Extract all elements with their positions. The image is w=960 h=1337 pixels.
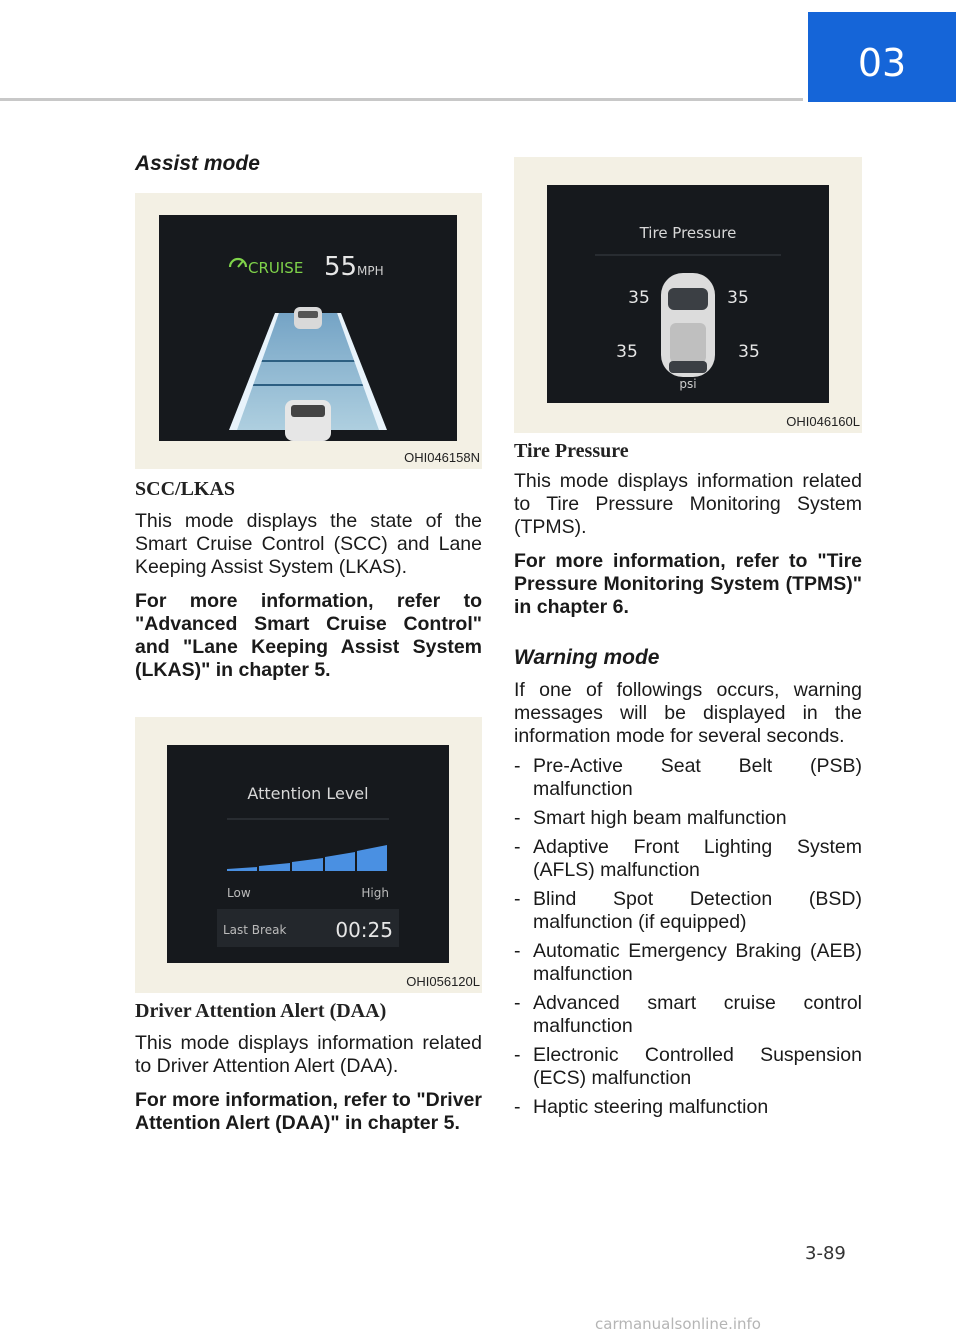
list-item: - Electronic Controlled Suspension (ECS) malfunction — [514, 1044, 862, 1089]
car-top-view-icon — [661, 273, 715, 377]
tire-pressure-reference: For more information, refer to "Tire Pressure Monitoring System (TPMS)" in chapter 6. — [514, 550, 862, 618]
figure-code: OHI046160L — [786, 414, 860, 429]
tire-front-left: 35 — [628, 288, 650, 308]
tire-pressure-display — [547, 185, 829, 403]
warning-list — [514, 755, 862, 1119]
list-item: - Advanced smart cruise control malfunction — [514, 992, 862, 1037]
scc-lkas-section — [135, 478, 482, 682]
cluster-screen — [167, 745, 449, 963]
assist-mode-title — [135, 152, 482, 176]
daa-section — [135, 1000, 482, 1135]
list-item: - Blind Spot Detection (BSD) malfunction (if equipped) — [514, 888, 862, 933]
scc-lkas-body: This mode displays the state of the Smart Cruise Control (SCC) and Lane Keeping Assist System (LKAS). — [135, 510, 482, 578]
watermark[interactable]: carmanualsonline.info — [595, 1315, 761, 1333]
attention-level-bar — [227, 845, 387, 871]
list-item: - Smart high beam malfunction — [514, 807, 787, 829]
warning-mode-body: If one of followings occurs, warning messages will be displayed in the information mode for several seconds. — [514, 679, 862, 747]
high-label: High — [361, 886, 389, 900]
tire-pressure-body: This mode displays information related to Tire Pressure Monitoring System (TPMS). — [514, 470, 862, 538]
chapter-number: 03 — [857, 41, 907, 85]
cluster-screen — [159, 215, 457, 441]
cruise-label: CRUISE — [248, 259, 304, 277]
attention-title: Attention Level — [247, 784, 369, 803]
figure-code: OHI056120L — [406, 974, 480, 989]
daa-figure — [135, 717, 482, 993]
list-item: - Haptic steering malfunction — [514, 1096, 769, 1118]
warning-mode-section — [514, 646, 862, 1125]
assist-mode-heading: Assist mode — [135, 152, 260, 175]
chapter-tab — [808, 12, 956, 102]
tire-rear-left: 35 — [616, 342, 638, 362]
attention-display — [167, 745, 449, 963]
lead-vehicle-icon — [294, 307, 322, 329]
low-label: Low — [227, 886, 251, 900]
scc-lkas-reference: For more information, refer to "Advanced Smart Cruise Control" and "Lane Keeping Assist System (LKAS)" in chapter 5. — [135, 590, 482, 681]
cruise-icon — [230, 259, 246, 267]
tire-front-right: 35 — [727, 288, 749, 308]
tire-rear-right: 35 — [738, 342, 760, 362]
page-number: 3-89 — [805, 1243, 846, 1264]
list-item: - Pre-Active Seat Belt (PSB) malfunction — [514, 755, 862, 800]
tire-unit: psi — [679, 377, 697, 391]
list-item: - Automatic Emergency Braking (AEB) malfunction — [514, 940, 862, 985]
own-vehicle-icon — [285, 400, 331, 441]
daa-reference: For more information, refer to "Driver Attention Alert (DAA)" in chapter 5. — [135, 1089, 482, 1134]
scc-lkas-display — [159, 215, 457, 441]
daa-body: This mode displays information related to Driver Attention Alert (DAA). — [135, 1032, 482, 1077]
tire-pressure-title: Tire Pressure — [514, 440, 629, 462]
tire-title: Tire Pressure — [639, 224, 737, 242]
tire-pressure-section — [514, 440, 862, 619]
list-item: - Adaptive Front Lighting System (AFLS) malfunction — [514, 836, 862, 881]
set-speed: 55 — [324, 252, 358, 282]
warning-mode-title: Warning mode — [514, 646, 660, 669]
cluster-screen — [547, 185, 829, 403]
scc-lkas-title: SCC/LKAS — [135, 478, 236, 500]
header-rule — [0, 98, 803, 101]
figure-code: OHI046158N — [404, 450, 480, 465]
daa-title: Driver Attention Alert (DAA) — [135, 1000, 387, 1022]
tire-pressure-figure — [514, 157, 862, 433]
last-break-label: Last Break — [223, 923, 287, 937]
last-break-time: 00:25 — [335, 918, 393, 942]
scc-lkas-figure — [135, 193, 482, 469]
speed-unit: MPH — [357, 264, 384, 278]
